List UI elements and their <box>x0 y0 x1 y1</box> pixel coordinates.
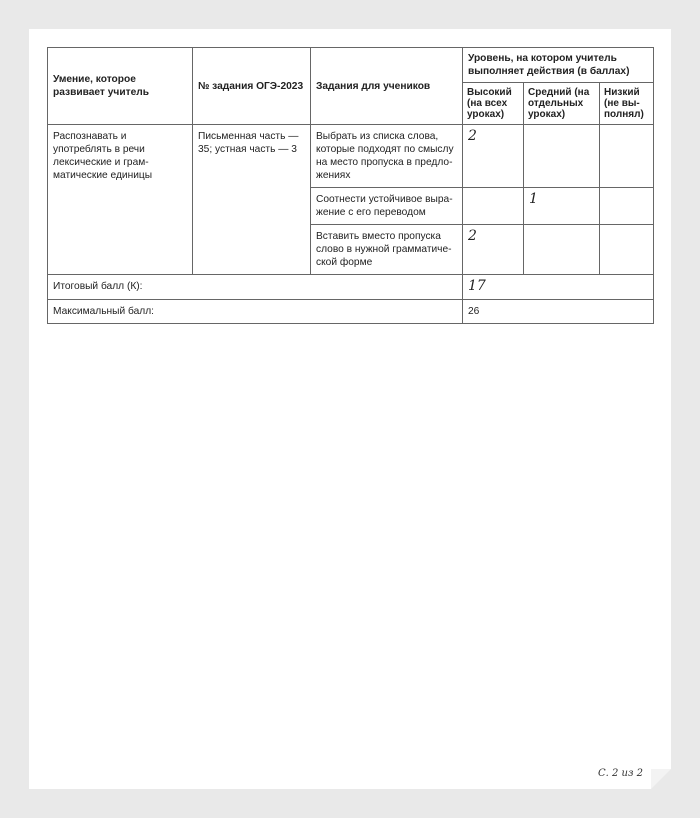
max-row <box>48 300 654 324</box>
table-row <box>48 125 654 188</box>
header-medium: Средний (на отдельных уроках) <box>524 83 600 125</box>
score-high-cell: 2 <box>463 125 524 188</box>
score-low-cell <box>600 125 654 188</box>
task-number-cell: Письменная часть — 35; устная часть — 3 <box>193 125 311 275</box>
score-low-cell <box>600 188 654 225</box>
score-medium-cell <box>524 225 600 275</box>
assessment-table <box>47 47 654 324</box>
document-page <box>29 29 671 789</box>
score-high-cell <box>463 188 524 225</box>
header-tasks: Задания для учеников <box>311 48 463 125</box>
page-fold-corner <box>651 769 671 789</box>
header-skill: Умение, которое развивает учитель <box>48 48 193 125</box>
header-level: Уровень, на котором учитель выполняет действия (в баллах) <box>463 48 654 83</box>
score-low-cell <box>600 225 654 275</box>
total-row <box>48 275 654 300</box>
max-value: 26 <box>463 300 654 324</box>
task-cell: Вставить вместо пропуска слово в нужной грамматиче-ской форме <box>311 225 463 275</box>
total-label: Итоговый балл (К): <box>48 275 463 300</box>
page-number: С. 2 из 2 <box>598 768 643 779</box>
header-task-number: № задания ОГЭ-2023 <box>193 48 311 125</box>
skill-cell: Распознавать и употреблять в речи лексические и грам-матические единицы <box>48 125 193 275</box>
total-value: 17 <box>463 275 654 300</box>
max-label: Максимальный балл: <box>48 300 463 324</box>
score-high-cell: 2 <box>463 225 524 275</box>
score-medium-cell <box>524 125 600 188</box>
header-high: Высокий (на всех уроках) <box>463 83 524 125</box>
task-cell: Соотнести устойчивое выра-жение с его переводом <box>311 188 463 225</box>
score-medium-cell: 1 <box>524 188 600 225</box>
header-low: Низкий (не вы-полнял) <box>600 83 654 125</box>
task-cell: Выбрать из списка слова, которые подходят по смыслу на место пропуска в предло-жениях <box>311 125 463 188</box>
